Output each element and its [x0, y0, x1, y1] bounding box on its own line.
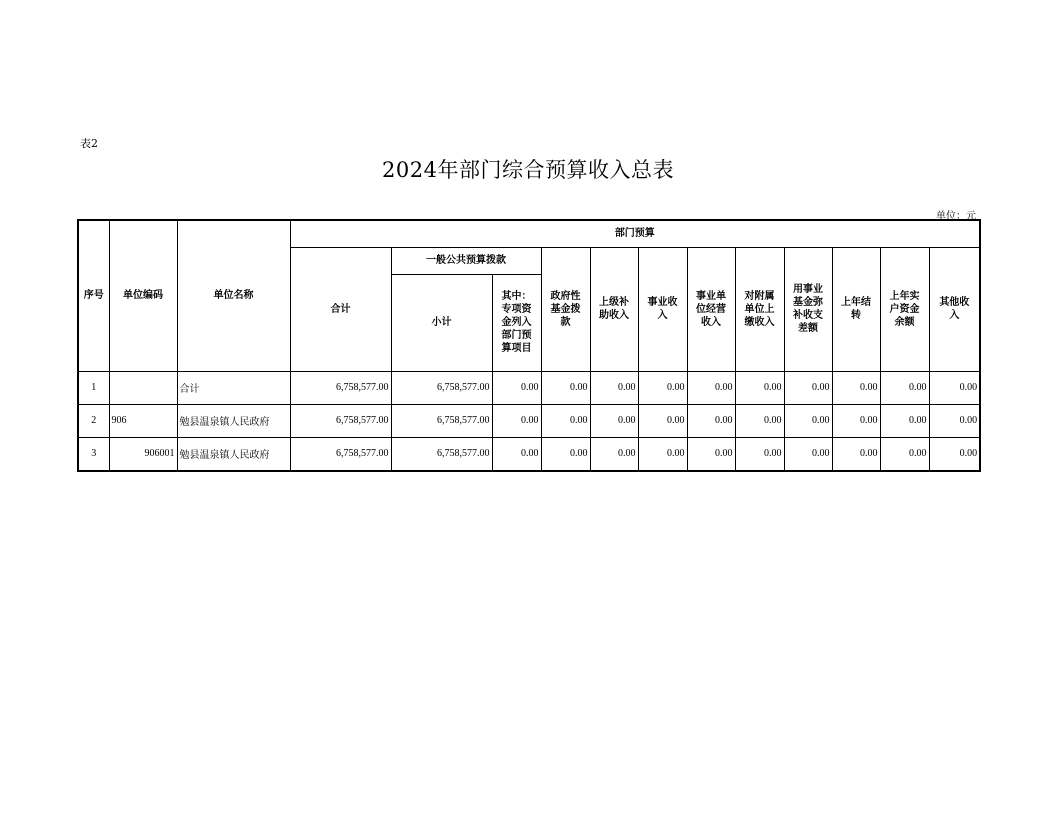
cell-career-fund: 0.00: [784, 404, 832, 437]
cell-career-fund: 0.00: [784, 371, 832, 404]
table-row: [78, 371, 980, 404]
cell-subtotal: 6,758,577.00: [391, 437, 492, 471]
header-special: 其中： 专项资 金列入 部门预 算项目: [492, 274, 541, 371]
cell-other-income: 0.00: [929, 404, 980, 437]
cell-career-operating: 0.00: [687, 437, 735, 471]
cell-upper-subsidy: 0.00: [590, 404, 638, 437]
cell-carryover: 0.00: [832, 371, 880, 404]
cell-special: 0.00: [492, 437, 541, 471]
cell-gov-fund: 0.00: [541, 437, 590, 471]
header-unit-name: 单位名称: [177, 220, 290, 371]
header-unit-code: 单位编码: [109, 220, 177, 371]
header-other-income: 其他收 入: [929, 247, 980, 371]
cell-account-balance: 0.00: [880, 404, 929, 437]
cell-name: 合计: [177, 371, 290, 404]
cell-other-income: 0.00: [929, 371, 980, 404]
cell-subordinate: 0.00: [735, 437, 784, 471]
cell-career-fund: 0.00: [784, 437, 832, 471]
cell-career-income: 0.00: [638, 404, 687, 437]
cell-code: 906: [109, 404, 177, 437]
header-dept-budget: 部门预算: [290, 220, 980, 247]
cell-subordinate: 0.00: [735, 404, 784, 437]
cell-special: 0.00: [492, 371, 541, 404]
cell-code: 906001: [109, 437, 177, 471]
cell-upper-subsidy: 0.00: [590, 371, 638, 404]
unit-note: 单位：元: [936, 211, 976, 222]
header-total: 合计: [290, 247, 391, 371]
cell-total: 6,758,577.00: [290, 371, 391, 404]
header-career-fund: 用事业 基金弥 补收支 差额: [784, 247, 832, 371]
table-number-label: 表2: [80, 137, 98, 150]
cell-total: 6,758,577.00: [290, 437, 391, 471]
cell-career-income: 0.00: [638, 437, 687, 471]
budget-income-table: [77, 219, 981, 472]
cell-seq: 1: [78, 371, 109, 404]
cell-subtotal: 6,758,577.00: [391, 404, 492, 437]
table-row: [78, 437, 980, 471]
header-subtotal: 小计: [391, 274, 492, 371]
cell-seq: 2: [78, 404, 109, 437]
cell-gov-fund: 0.00: [541, 404, 590, 437]
cell-subtotal: 6,758,577.00: [391, 371, 492, 404]
cell-name: 勉县温泉镇人民政府: [177, 404, 290, 437]
cell-career-operating: 0.00: [687, 404, 735, 437]
header-general-budget: 一般公共预算拨款: [391, 247, 541, 274]
cell-code: [109, 371, 177, 404]
header-seq: 序号: [78, 220, 109, 371]
table-row: [78, 404, 980, 437]
cell-subordinate: 0.00: [735, 371, 784, 404]
page-title: 2024年部门综合预算收入总表: [382, 158, 674, 182]
cell-special: 0.00: [492, 404, 541, 437]
cell-account-balance: 0.00: [880, 371, 929, 404]
cell-seq: 3: [78, 437, 109, 471]
cell-upper-subsidy: 0.00: [590, 437, 638, 471]
header-career-income: 事业收 入: [638, 247, 687, 371]
header-upper-subsidy: 上级补 助收入: [590, 247, 638, 371]
cell-carryover: 0.00: [832, 437, 880, 471]
header-career-operating: 事业单 位经营 收入: [687, 247, 735, 371]
cell-other-income: 0.00: [929, 437, 980, 471]
cell-carryover: 0.00: [832, 404, 880, 437]
cell-career-income: 0.00: [638, 371, 687, 404]
header-subordinate: 对附属 单位上 缴收入: [735, 247, 784, 371]
cell-career-operating: 0.00: [687, 371, 735, 404]
header-gov-fund: 政府性 基金拨 款: [541, 247, 590, 371]
cell-account-balance: 0.00: [880, 437, 929, 471]
header-account-balance: 上年实 户资金 余额: [880, 247, 929, 371]
cell-total: 6,758,577.00: [290, 404, 391, 437]
header-carryover: 上年结 转: [832, 247, 880, 371]
cell-name: 勉县温泉镇人民政府: [177, 437, 290, 471]
cell-gov-fund: 0.00: [541, 371, 590, 404]
